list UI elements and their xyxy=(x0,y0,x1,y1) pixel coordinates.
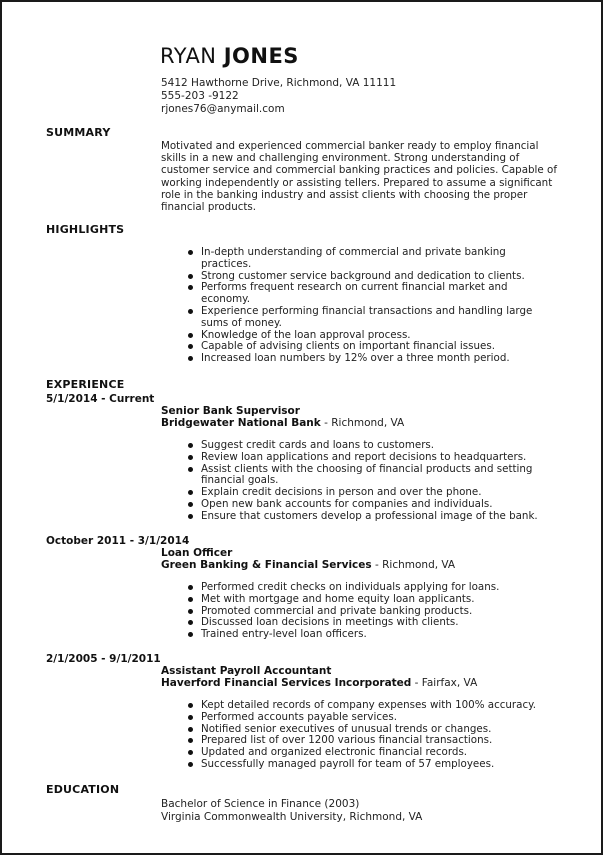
list-item: Notified senior executives of unusual trends or changes. xyxy=(187,724,557,736)
school: Virginia Commonwealth University, Richmond, VA xyxy=(161,811,423,823)
list-item: Performed accounts payable services. xyxy=(187,712,557,724)
job-duties-list xyxy=(187,700,557,771)
candidate-name xyxy=(160,44,299,68)
list-item: Performs frequent research on current financial market and economy. xyxy=(187,282,557,306)
list-item: Promoted commercial and private banking products. xyxy=(187,606,557,618)
job-title: Senior Bank Supervisor xyxy=(161,405,300,417)
job-employer xyxy=(161,559,455,571)
experience-heading: EXPERIENCE xyxy=(46,378,125,391)
address: 5412 Hawthorne Drive, Richmond, VA 11111 xyxy=(161,77,397,89)
job-title: Loan Officer xyxy=(161,547,233,559)
company-name: Green Banking & Financial Services xyxy=(161,559,372,571)
list-item: Strong customer service background and dedication to clients. xyxy=(187,271,557,283)
list-item: Knowledge of the loan approval process. xyxy=(187,330,557,342)
company-name: Bridgewater National Bank xyxy=(161,417,321,429)
degree: Bachelor of Science in Finance (2003) xyxy=(161,798,360,810)
company-name: Haverford Financial Services Incorporated xyxy=(161,677,412,689)
summary-heading: SUMMARY xyxy=(46,126,111,139)
list-item: Increased loan numbers by 12% over a three month period. xyxy=(187,353,557,365)
list-item: Suggest credit cards and loans to customers. xyxy=(187,440,557,452)
email: rjones76@anymail.com xyxy=(161,103,285,115)
list-item: Experience performing financial transactions and handling large sums of money. xyxy=(187,306,557,330)
list-item: Capable of advising clients on important financial issues. xyxy=(187,341,557,353)
list-item: Discussed loan decisions in meetings with clients. xyxy=(187,617,557,629)
job-employer xyxy=(161,417,404,429)
list-item: Successfully managed payroll for team of 57 employees. xyxy=(187,759,557,771)
list-item: Met with mortgage and home equity loan applicants. xyxy=(187,594,557,606)
list-item: In-depth understanding of commercial and private banking practices. xyxy=(187,247,557,271)
list-item: Trained entry-level loan officers. xyxy=(187,629,557,641)
job-title: Assistant Payroll Accountant xyxy=(161,665,332,677)
phone: 555-203 -9122 xyxy=(161,90,239,102)
list-item: Kept detailed records of company expenses with 100% accuracy. xyxy=(187,700,557,712)
highlights-list xyxy=(187,247,557,365)
first-name: RYAN xyxy=(160,44,217,68)
company-location: - Richmond, VA xyxy=(371,559,456,571)
company-location: - Fairfax, VA xyxy=(411,677,478,689)
summary-text: Motivated and experienced commercial banker ready to employ financial skills in a new and challenging environment. Strong understanding of customer service and commercial banking practices and policies. Capable of working independently or assisting tellers. Prepared to assume a significant role in the banking industry and assist clients with choosing the proper financial products. xyxy=(161,140,557,214)
list-item: Performed credit checks on individuals applying for loans. xyxy=(187,582,557,594)
company-location: - Richmond, VA xyxy=(320,417,405,429)
list-item: Open new bank accounts for companies and individuals. xyxy=(187,499,557,511)
highlights-heading: HIGHLIGHTS xyxy=(46,223,125,236)
job-dates: October 2011 - 3/1/2014 xyxy=(46,535,190,547)
list-item: Assist clients with the choosing of financial products and setting financial goals. xyxy=(187,464,557,488)
job-employer xyxy=(161,677,477,689)
job-dates: 5/1/2014 - Current xyxy=(46,393,155,405)
job-duties-list xyxy=(187,582,557,641)
list-item: Ensure that customers develop a professional image of the bank. xyxy=(187,511,557,523)
list-item: Prepared list of over 1200 various financial transactions. xyxy=(187,735,557,747)
list-item: Explain credit decisions in person and over the phone. xyxy=(187,487,557,499)
list-item: Updated and organized electronic financial records. xyxy=(187,747,557,759)
job-dates: 2/1/2005 - 9/1/2011 xyxy=(46,653,161,665)
job-duties-list xyxy=(187,440,557,523)
list-item: Review loan applications and report decisions to headquarters. xyxy=(187,452,557,464)
last-name: JONES xyxy=(223,44,299,68)
education-heading: EDUCATION xyxy=(46,783,120,796)
